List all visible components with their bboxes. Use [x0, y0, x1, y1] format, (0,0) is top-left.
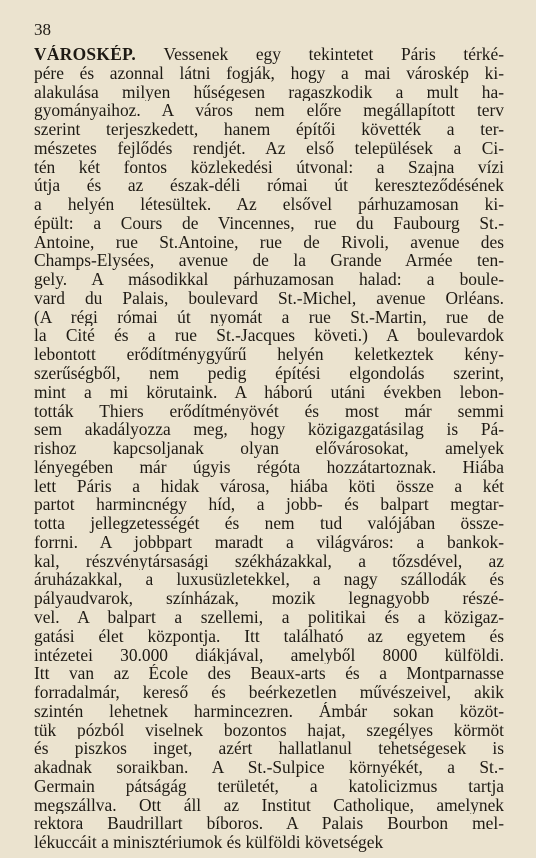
text-line: forradalmár, kereső és beérkezetlen művészeivel, akik [34, 683, 504, 702]
text-line: tük pózból viselnek bozontos hajat, szegélyes körmöt [34, 720, 504, 740]
text-line [34, 45, 504, 64]
page-number: 38 [34, 20, 51, 39]
text-line-content: Vessenek egy tekintetet Páris térké- [163, 45, 504, 64]
text-line: lebontott erődítménygyűrű helyén keletkeztek kény- [34, 345, 504, 365]
text-line: gyományaihoz. A város nem előre megállapított terv [34, 101, 504, 121]
text-line: Antoine, rue St.Antoine, rue de Rivoli, avenue des [34, 232, 504, 252]
text-line: vel. A balpart a szellemi, a politikai és a közigaz- [34, 607, 504, 627]
text-line: lett Páris a hidak városa, hiába köti össze a két [34, 476, 504, 496]
text-line: lékuccáit a minisztériumok és külföldi követségek [34, 833, 384, 852]
text-line: mészetes fejlődés rendjét. Az első települések a Ci- [34, 138, 504, 158]
text-line: totta jellegzetességét és nem tud valójában össze- [34, 514, 504, 533]
body-text [34, 45, 504, 852]
text-line: gely. A másodikkal párhuzamosan halad: a boule- [34, 270, 504, 289]
text-line: útja és az észak-déli római út kereszteződésének [34, 176, 504, 196]
text-line: Itt van az École des Beaux-arts és a Montparnasse [34, 664, 504, 684]
text-line: akadnak soraikban. A St.-Sulpice környékét, a St.- [34, 758, 504, 777]
text-line: alakulása milyen hűségesen ragaszkodik a mult ha- [34, 82, 504, 102]
text-line: mint a mi körutaink. A háború utáni években lebon- [34, 382, 504, 402]
text-line: intézetei 30.000 diákjával, amelyből 8000 külföldi. [34, 645, 504, 665]
text-line: tották Thiers erődítményövét és most már semmi [34, 401, 504, 421]
text-line: Champs-Elysées, avenue de la Grande Armée ten- [34, 251, 504, 271]
text-line: Germain pátságág területét, a katolicizmus tartja [34, 776, 504, 796]
text-line: (A régi római út nyomát a rue St.-Martin, rue de [34, 307, 504, 327]
text-line: sem akadályozza meg, hogy közigazgatásilag is Pá- [34, 420, 504, 440]
text-line: tén két fontos közlekedési útvonal: a Szajna vízi [34, 157, 504, 177]
text-line: szerint terjeszkedett, hanem építői követték a ter- [34, 120, 504, 139]
text-line: forrni. A jobbpart maradt a világváros: a bankok- [34, 532, 504, 552]
text-line: kal, részvénytársasági székházakkal, a tőzsdével, az [34, 551, 504, 571]
text-line: szintén lehetnek harmincezren. Ámbár sokan közöt- [34, 701, 504, 721]
text-line: megszállva. Ott áll az Institut Catholique, amelynek [34, 795, 504, 815]
text-line: la Cité és a rue St.-Jacques követi.) A boulevardok [34, 326, 504, 346]
text-line: lényegében már úgyis régóta hozzátartoznak. Hiába [34, 457, 504, 477]
text-line: gatási élet központja. Itt található az egyetem és [34, 626, 504, 646]
text-line: és piszkos inget, azért hallatlanul tehetségesek is [34, 739, 504, 759]
text-line: partot harmincnégy híd, a jobb- és balpart megtar- [34, 495, 504, 515]
text-line: rishoz kapcsoljanak olyan elővárosokat, amelyek [34, 439, 504, 458]
text-line: rektora Baudrillart bíboros. A Palais Bourbon mel- [34, 814, 504, 834]
text-line: pére és azonnal látni fogják, hogy a mai városkép ki- [34, 63, 504, 83]
text-line: vard du Palais, boulevard St.-Michel, avenue Orléans. [34, 288, 504, 308]
text-line: pályaudvarok, színházak, mozik legnagyobb részé- [34, 589, 504, 608]
text-line: épült: a Cours de Vincennes, rue du Faubourg St.- [34, 213, 504, 233]
section-title: VÁROSKÉP. [34, 45, 137, 64]
text-line: szerűségből, nem pedig építési elgondolás szerint, [34, 364, 504, 383]
text-line: áruházakkal, a luxusüzletekkel, a nagy szállodák és [34, 570, 504, 590]
text-line: a helyén létesültek. Az elsővel párhuzamosan ki- [34, 195, 504, 214]
